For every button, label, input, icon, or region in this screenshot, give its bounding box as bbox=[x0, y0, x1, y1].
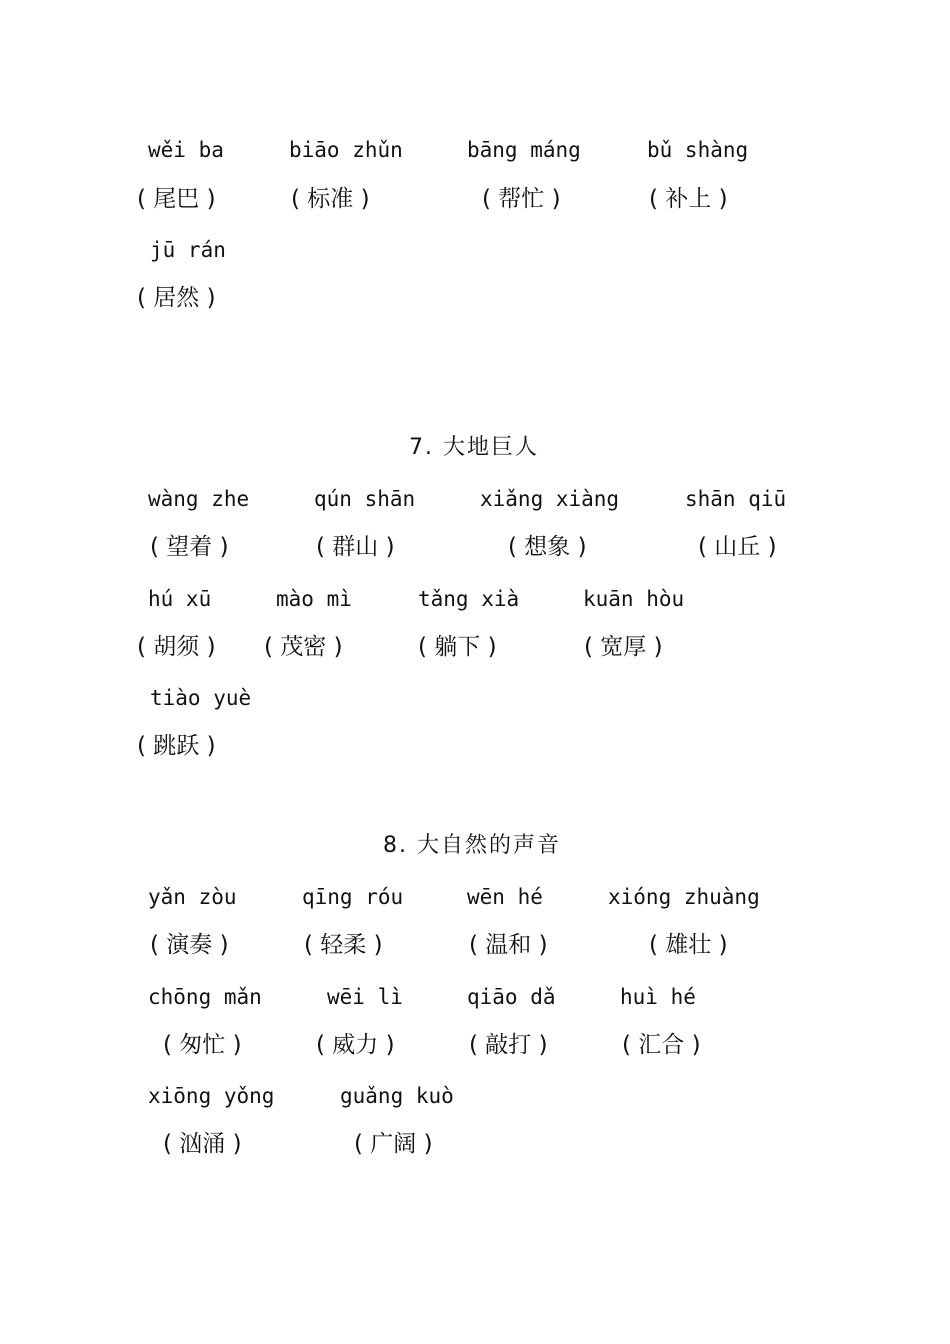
section7-title: 7. 大地巨人 bbox=[409, 435, 539, 460]
pinyin-huihe: huì hé bbox=[620, 985, 696, 1009]
pinyin-kuanhou: kuān hòu bbox=[583, 587, 685, 611]
pinyin-qiaoda: qiāo dǎ bbox=[467, 985, 556, 1009]
section8-title: 8. 大自然的声音 bbox=[383, 833, 561, 858]
word-wenhe: ( 温和 ) bbox=[469, 932, 548, 958]
pinyin-juran: jū rán bbox=[150, 238, 226, 262]
pinyin-bushang: bǔ shàng bbox=[647, 138, 749, 162]
pinyin-maomi: mào mì bbox=[276, 587, 352, 611]
word-shanqiu: ( 山丘 ) bbox=[698, 534, 777, 560]
pinyin-weili: wēi lì bbox=[327, 985, 403, 1009]
word-qiaoda: ( 敲打 ) bbox=[469, 1032, 548, 1058]
word-biaozhun: ( 标准 ) bbox=[291, 186, 370, 212]
pinyin-guangkuo: guǎng kuò bbox=[340, 1084, 454, 1108]
word-bangmang: ( 帮忙 ) bbox=[482, 186, 561, 212]
pinyin-shanqiu: shān qiū bbox=[685, 487, 787, 511]
word-guangkuo: ( 广阔 ) bbox=[354, 1131, 433, 1157]
pinyin-tangxia: tǎng xià bbox=[418, 587, 520, 611]
word-tiaoyue: ( 跳跃 ) bbox=[137, 733, 216, 759]
pinyin-chongman: chōng mǎn bbox=[148, 985, 262, 1009]
pinyin-xiongyong: xiōng yǒng bbox=[148, 1084, 275, 1108]
word-xiangxiang: ( 想象 ) bbox=[508, 534, 587, 560]
pinyin-tiaoyue: tiào yuè bbox=[150, 686, 252, 710]
word-tangxia: ( 躺下 ) bbox=[418, 634, 497, 660]
word-huxu: ( 胡须 ) bbox=[137, 634, 216, 660]
word-bushang: ( 补上 ) bbox=[649, 186, 728, 212]
word-kuanhou: ( 宽厚 ) bbox=[584, 634, 663, 660]
pinyin-xiongzhuang: xióng zhuàng bbox=[608, 885, 760, 909]
pinyin-xiangxiang: xiǎng xiàng bbox=[480, 487, 620, 511]
pinyin-wenhe: wēn hé bbox=[467, 885, 543, 909]
pinyin-qingrou: qīng róu bbox=[302, 885, 404, 909]
pinyin-huxu: hú xū bbox=[148, 587, 212, 611]
pinyin-weiba: wěi ba bbox=[148, 138, 224, 162]
pinyin-bangmang: bāng máng bbox=[467, 138, 581, 162]
word-juran: ( 居然 ) bbox=[137, 285, 216, 311]
word-weili: ( 威力 ) bbox=[316, 1032, 395, 1058]
word-yanzou: ( 演奏 ) bbox=[150, 932, 229, 958]
word-xiongzhuang: ( 雄壮 ) bbox=[649, 932, 728, 958]
word-qunshan: ( 群山 ) bbox=[316, 534, 395, 560]
pinyin-yanzou: yǎn zòu bbox=[148, 885, 237, 909]
word-wangzhe: ( 望着 ) bbox=[150, 534, 229, 560]
pinyin-biaozhun: biāo zhǔn bbox=[289, 138, 403, 162]
pinyin-qunshan: qún shān bbox=[314, 487, 416, 511]
word-chongmang: ( 匆忙 ) bbox=[163, 1032, 242, 1058]
word-weiba: ( 尾巴 ) bbox=[137, 186, 216, 212]
word-huihe: ( 汇合 ) bbox=[622, 1032, 701, 1058]
word-qingrou: ( 轻柔 ) bbox=[304, 932, 383, 958]
pinyin-wangzhe: wàng zhe bbox=[148, 487, 250, 511]
word-xiongyong: ( 汹涌 ) bbox=[163, 1131, 242, 1157]
word-maomi: ( 茂密 ) bbox=[264, 634, 343, 660]
